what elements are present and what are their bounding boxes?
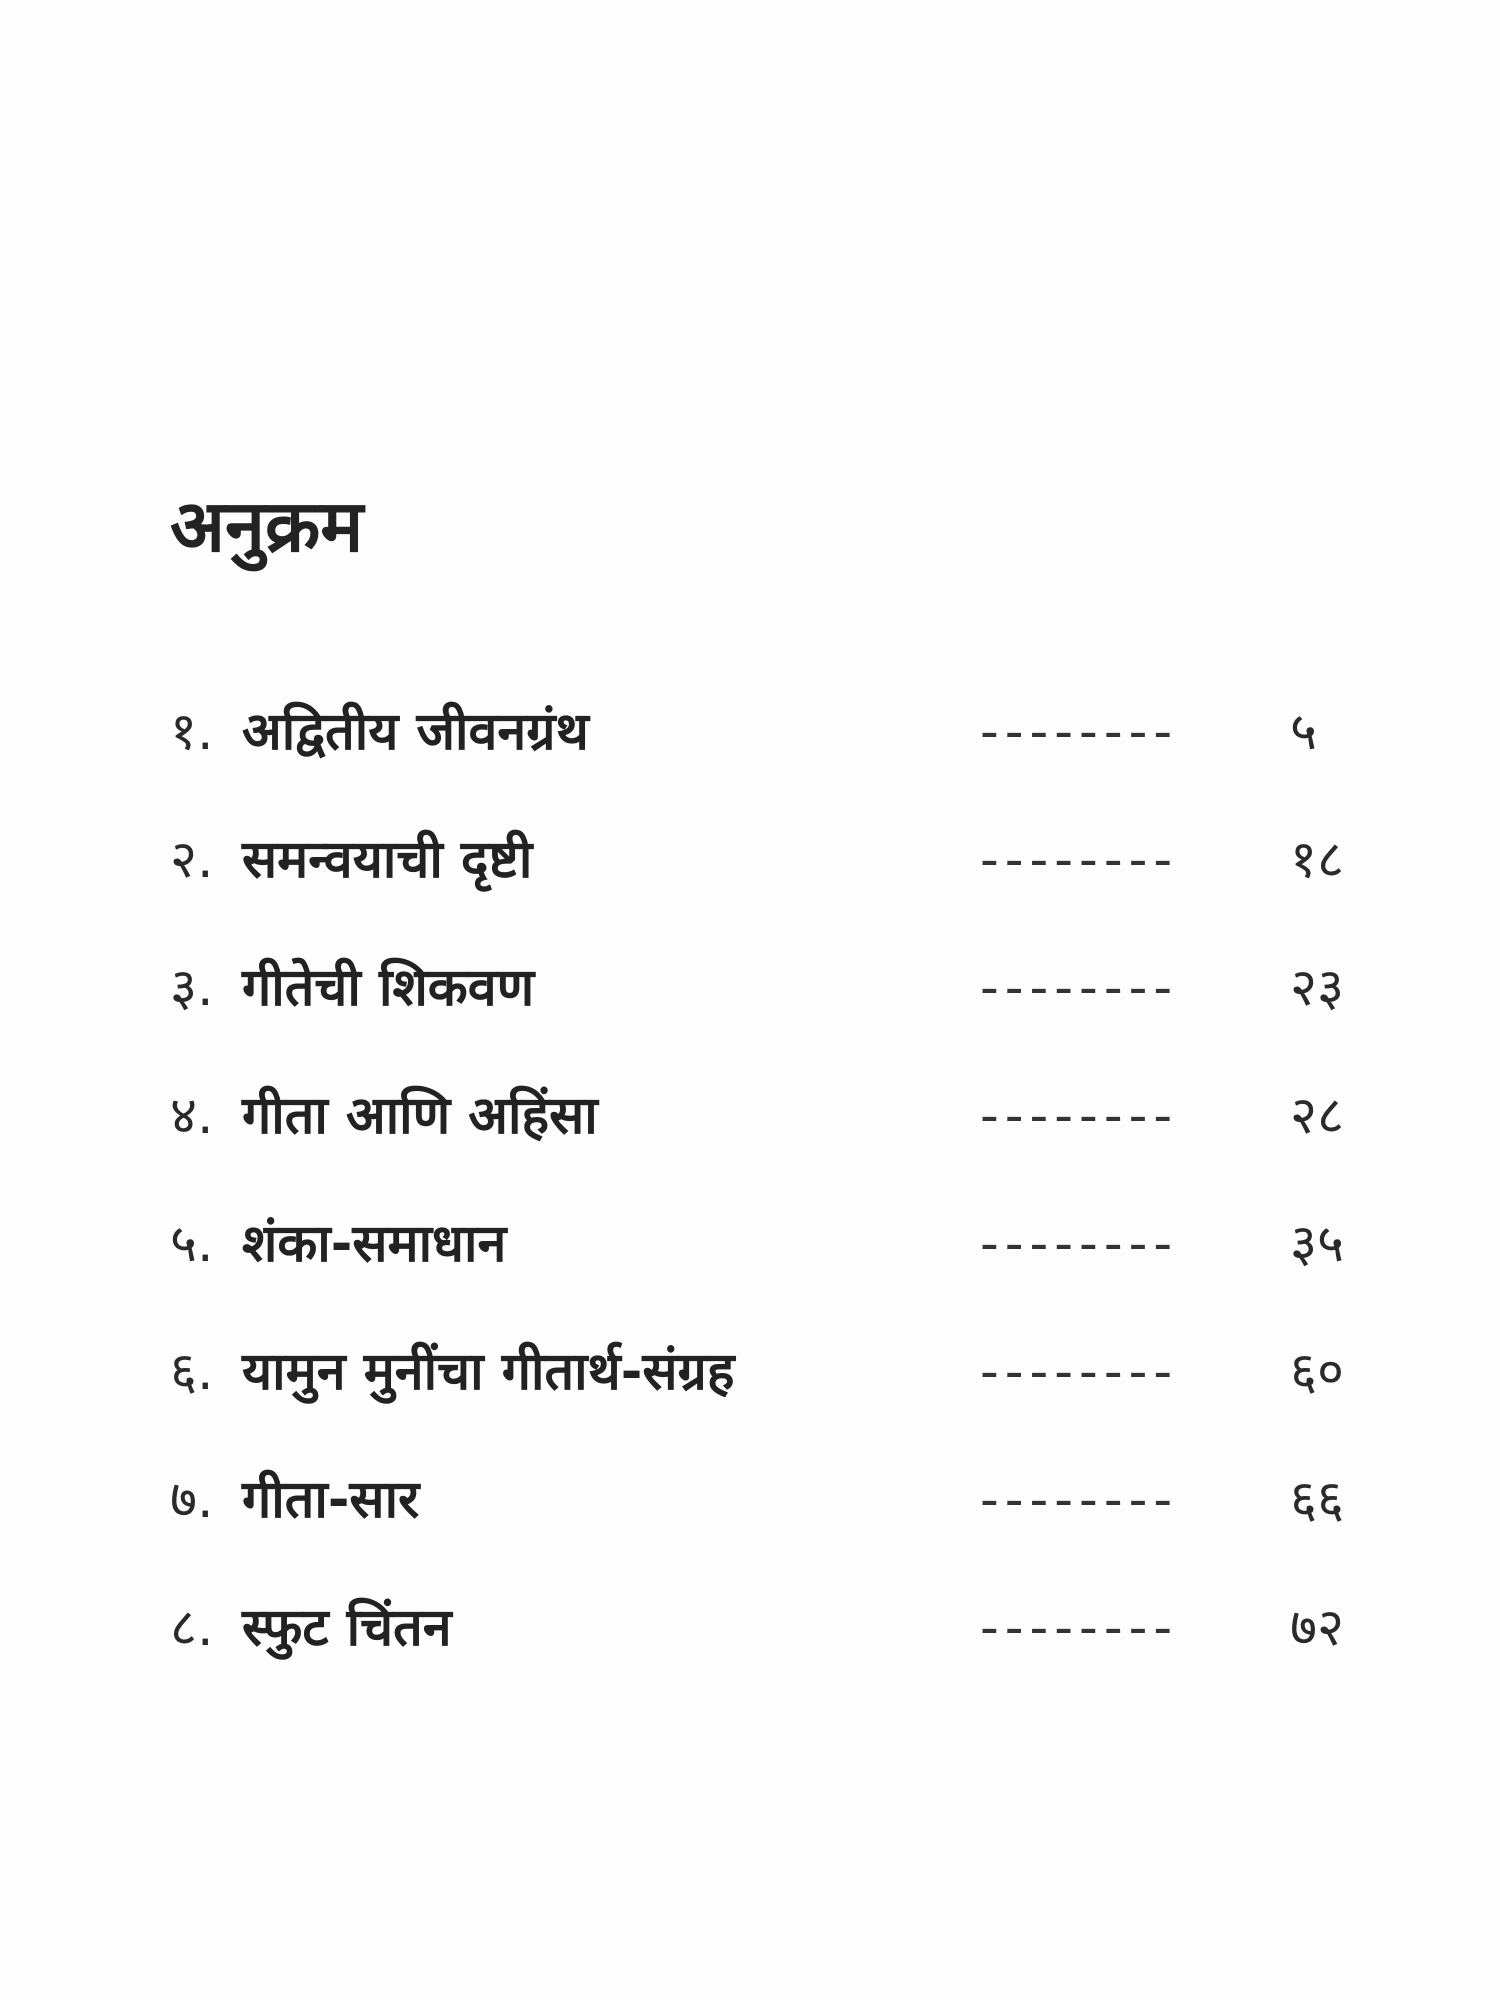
dot-leader: -------- (980, 958, 1179, 1018)
dot-leader: -------- (980, 1598, 1179, 1658)
dot-leader: -------- (980, 830, 1179, 890)
entry-number: २. (170, 830, 214, 890)
entry-number: ६. (170, 1342, 214, 1402)
toc-entry (170, 1212, 1420, 1340)
entry-number: ७. (170, 1470, 214, 1530)
page-number: ६० (1290, 1342, 1345, 1402)
dot-leader: -------- (980, 1214, 1179, 1274)
page-number: २३ (1290, 958, 1345, 1018)
entry-number: १. (170, 702, 214, 762)
entry-title: शंका-समाधान (242, 1214, 507, 1274)
page-number: ७२ (1290, 1598, 1345, 1658)
entry-title: स्फुट चिंतन (242, 1598, 452, 1658)
page-number: ६६ (1290, 1470, 1345, 1530)
entry-title: यामुन मुनींचा गीतार्थ-संग्रह (242, 1342, 735, 1402)
dot-leader: -------- (980, 702, 1179, 762)
dot-leader: -------- (980, 1086, 1179, 1146)
entry-number: ३. (170, 958, 214, 1018)
entry-number: ५. (170, 1214, 214, 1274)
toc-entry (170, 1084, 1420, 1212)
entry-title: गीतेची शिकवण (242, 958, 535, 1018)
toc-entry (170, 700, 1420, 828)
entry-number: ४. (170, 1086, 214, 1146)
toc-entry (170, 1596, 1420, 1724)
entry-title: गीता आणि अहिंसा (242, 1086, 598, 1146)
table-of-contents (170, 700, 1420, 1724)
entry-title: समन्वयाची दृष्टी (242, 830, 533, 890)
toc-entry (170, 956, 1420, 1084)
page-number: २८ (1290, 1086, 1345, 1146)
toc-entry (170, 1340, 1420, 1468)
dot-leader: -------- (980, 1470, 1179, 1530)
page-number: १८ (1290, 830, 1345, 890)
entry-number: ८. (170, 1598, 214, 1658)
page-number: ३५ (1290, 1214, 1345, 1274)
dot-leader: -------- (980, 1342, 1179, 1402)
toc-entry (170, 1468, 1420, 1596)
toc-entry (170, 828, 1420, 956)
page-title: अनुक्रम (170, 484, 364, 568)
page-number: ५ (1290, 702, 1318, 762)
entry-title: गीता-सार (242, 1470, 420, 1530)
entry-title: अद्वितीय जीवनग्रंथ (242, 702, 589, 762)
